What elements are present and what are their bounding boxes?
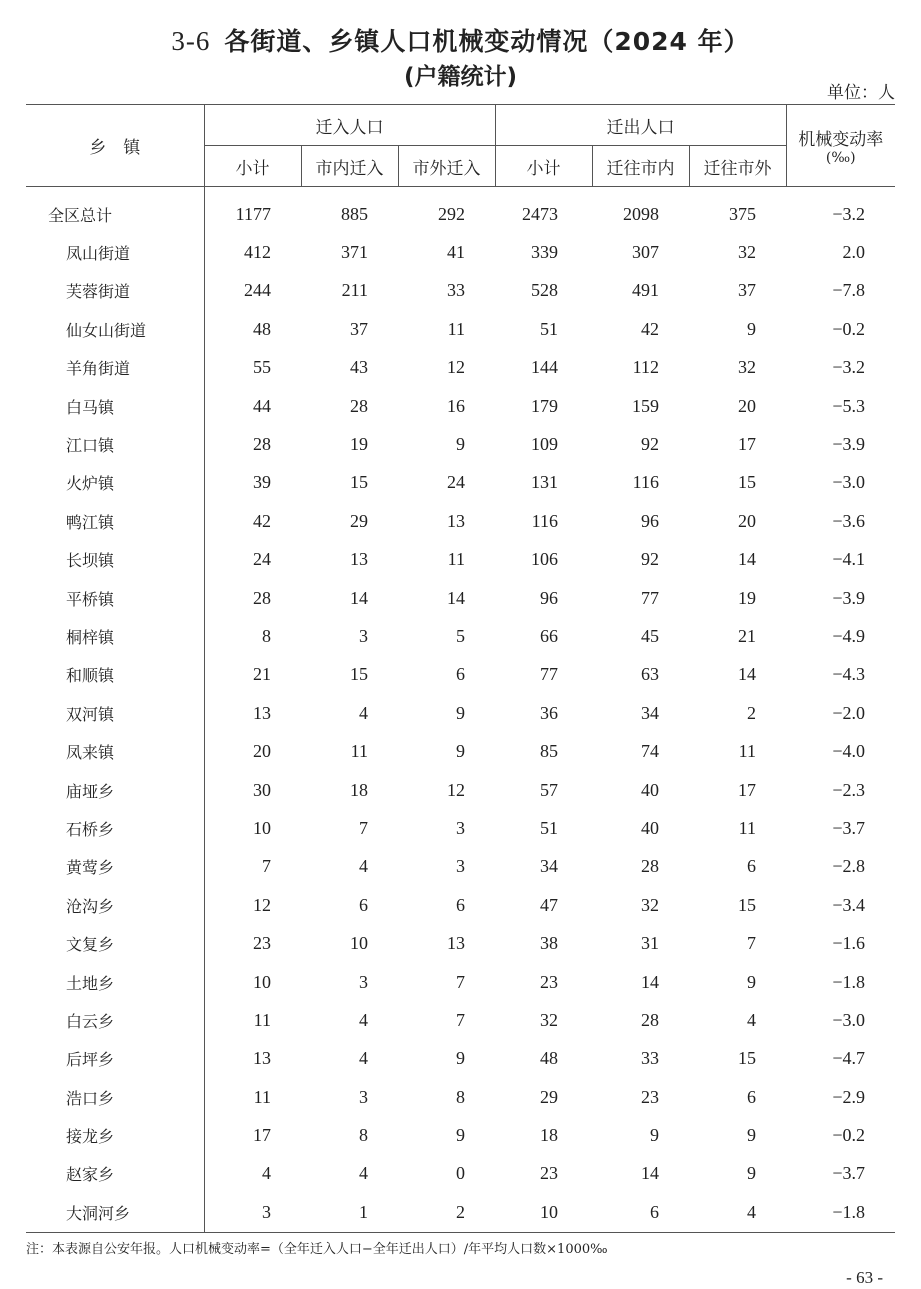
rate-cell: −3.9 <box>832 434 865 455</box>
in-subtotal-cell: 11 <box>253 1086 271 1107</box>
in-city-cell: 19 <box>350 434 368 455</box>
town-name-cell: 鸭江镇 <box>26 502 204 540</box>
out-city-cell: 31 <box>641 933 659 954</box>
rate-cell: −3.6 <box>832 510 865 531</box>
header-in-outside: 市外迁入 <box>398 146 495 187</box>
in-outside-cell: 7 <box>456 1009 465 1030</box>
in-city-cell: 3 <box>359 625 368 646</box>
town-name-cell: 接龙乡 <box>26 1116 204 1154</box>
in-city-cell: 7 <box>359 817 368 838</box>
town-name-cell: 桐梓镇 <box>26 617 204 655</box>
table-row <box>26 617 895 655</box>
in-outside-cell: 9 <box>456 741 465 762</box>
rate-cell: −3.0 <box>832 1009 865 1030</box>
out-subtotal-cell: 32 <box>540 1009 558 1030</box>
rate-cell: −1.8 <box>832 971 865 992</box>
table-row <box>26 387 895 425</box>
rate-cell: −4.9 <box>832 625 865 646</box>
out-city-cell: 74 <box>641 741 659 762</box>
in-outside-cell: 33 <box>447 280 465 301</box>
in-subtotal-cell: 28 <box>253 434 271 455</box>
town-name-cell: 芙蓉街道 <box>26 272 204 310</box>
in-subtotal-cell: 20 <box>253 741 271 762</box>
in-outside-cell: 9 <box>456 1125 465 1146</box>
in-subtotal-cell: 30 <box>253 779 271 800</box>
out-city-cell: 34 <box>641 702 659 723</box>
table-row <box>26 1155 895 1193</box>
in-outside-cell: 9 <box>456 702 465 723</box>
out-outside-cell: 19 <box>738 587 756 608</box>
out-outside-cell: 4 <box>747 1009 756 1030</box>
table-row <box>26 848 895 886</box>
out-subtotal-cell: 34 <box>540 856 558 877</box>
out-city-cell: 491 <box>632 280 659 301</box>
rate-cell: −1.6 <box>832 933 865 954</box>
in-outside-cell: 11 <box>447 318 465 339</box>
out-subtotal-cell: 36 <box>540 702 558 723</box>
out-outside-cell: 9 <box>747 1163 756 1184</box>
out-outside-cell: 7 <box>747 933 756 954</box>
in-outside-cell: 2 <box>398 1193 495 1232</box>
header-town: 乡 镇 <box>26 105 204 187</box>
in-subtotal-cell: 17 <box>253 1125 271 1146</box>
in-subtotal-cell: 21 <box>253 664 271 685</box>
town-name-cell: 仙女山街道 <box>26 310 204 348</box>
out-outside-cell: 6 <box>747 1086 756 1107</box>
in-subtotal-cell: 39 <box>253 472 271 493</box>
in-subtotal-cell: 23 <box>253 933 271 954</box>
table-row <box>26 502 895 540</box>
table-number: 3-6 <box>171 26 211 56</box>
table-row <box>26 694 895 732</box>
migration-table <box>26 104 895 1233</box>
header-in-subtotal: 小计 <box>204 146 301 187</box>
out-outside-cell: 375 <box>729 203 756 224</box>
table-row <box>26 732 895 770</box>
in-subtotal-cell: 3 <box>204 1193 301 1232</box>
out-subtotal-cell: 10 <box>495 1193 592 1232</box>
out-outside-cell: 2 <box>747 702 756 723</box>
out-city-cell: 40 <box>641 779 659 800</box>
out-city-cell: 63 <box>641 664 659 685</box>
in-outside-cell: 8 <box>456 1086 465 1107</box>
in-city-cell: 3 <box>359 1086 368 1107</box>
rate-cell: −3.2 <box>832 203 865 224</box>
out-subtotal-cell: 51 <box>540 318 558 339</box>
table-row <box>26 464 895 502</box>
table-row <box>26 1116 895 1154</box>
out-subtotal-cell: 528 <box>531 280 558 301</box>
out-city-cell: 40 <box>641 817 659 838</box>
out-subtotal-cell: 51 <box>540 817 558 838</box>
in-city-cell: 37 <box>350 318 368 339</box>
town-name-cell: 和顺镇 <box>26 656 204 694</box>
table-row <box>26 310 895 348</box>
out-outside-cell: 15 <box>738 894 756 915</box>
in-outside-cell: 6 <box>456 894 465 915</box>
header-rate-unit: (‰) <box>825 150 856 166</box>
town-name-cell: 凤来镇 <box>26 732 204 770</box>
in-subtotal-cell: 28 <box>253 587 271 608</box>
table-row <box>26 272 895 310</box>
table-row <box>26 425 895 463</box>
out-subtotal-cell: 179 <box>531 395 558 416</box>
in-city-cell: 4 <box>359 1009 368 1030</box>
town-name-cell: 土地乡 <box>26 963 204 1001</box>
in-city-cell: 28 <box>350 395 368 416</box>
rate-cell: −4.0 <box>832 741 865 762</box>
table-row <box>26 1001 895 1039</box>
town-name-cell: 文复乡 <box>26 924 204 962</box>
in-subtotal-cell: 12 <box>253 894 271 915</box>
out-city-cell: 45 <box>641 625 659 646</box>
out-outside-cell: 4 <box>689 1193 786 1232</box>
out-subtotal-cell: 144 <box>531 357 558 378</box>
rate-cell: −4.3 <box>832 664 865 685</box>
out-city-cell: 9 <box>650 1125 659 1146</box>
in-city-cell: 15 <box>350 664 368 685</box>
table-row <box>26 1040 895 1078</box>
out-city-cell: 33 <box>641 1048 659 1069</box>
in-outside-cell: 9 <box>456 1048 465 1069</box>
rate-cell: −3.2 <box>832 357 865 378</box>
in-subtotal-cell: 11 <box>253 1009 271 1030</box>
out-outside-cell: 20 <box>738 395 756 416</box>
header-out-outside: 迁往市外 <box>689 146 786 187</box>
out-subtotal-cell: 48 <box>540 1048 558 1069</box>
unit-label: 单位：人 <box>827 83 895 103</box>
town-name-cell: 黄莺乡 <box>26 848 204 886</box>
in-city-cell: 211 <box>341 280 368 301</box>
rate-cell: 2.0 <box>842 242 865 263</box>
out-outside-cell: 9 <box>747 1125 756 1146</box>
out-city-cell: 96 <box>641 510 659 531</box>
out-city-cell: 307 <box>632 242 659 263</box>
rate-cell: −2.8 <box>832 856 865 877</box>
out-subtotal-cell: 18 <box>540 1125 558 1146</box>
in-outside-cell: 12 <box>447 357 465 378</box>
in-subtotal-cell: 10 <box>253 817 271 838</box>
in-subtotal-cell: 24 <box>253 549 271 570</box>
rate-cell: −3.9 <box>832 587 865 608</box>
out-subtotal-cell: 23 <box>540 971 558 992</box>
table-row <box>26 233 895 271</box>
out-subtotal-cell: 96 <box>540 587 558 608</box>
out-city-cell: 32 <box>641 894 659 915</box>
in-outside-cell: 13 <box>447 510 465 531</box>
town-name-cell: 沧沟乡 <box>26 886 204 924</box>
table-body <box>26 187 895 1233</box>
page-number: - 63 - <box>846 1268 883 1287</box>
in-subtotal-cell: 1177 <box>235 203 271 224</box>
in-outside-cell: 41 <box>447 242 465 263</box>
out-outside-cell: 9 <box>747 318 756 339</box>
in-city-cell: 4 <box>359 702 368 723</box>
out-outside-cell: 21 <box>738 625 756 646</box>
table-subtitle: (户籍统计) <box>403 64 518 90</box>
in-subtotal-cell: 13 <box>253 702 271 723</box>
header-in-group: 迁入人口 <box>204 105 495 146</box>
out-city-cell: 23 <box>641 1086 659 1107</box>
header-rate-label: 机械变动率 <box>798 130 884 150</box>
in-city-cell: 8 <box>359 1125 368 1146</box>
out-outside-cell: 17 <box>738 779 756 800</box>
in-city-cell: 885 <box>341 203 368 224</box>
in-city-cell: 3 <box>359 971 368 992</box>
in-city-cell: 13 <box>350 549 368 570</box>
town-name-cell: 浩口乡 <box>26 1078 204 1116</box>
in-city-cell: 43 <box>350 357 368 378</box>
town-name-cell: 火炉镇 <box>26 464 204 502</box>
out-outside-cell: 9 <box>747 971 756 992</box>
rate-cell: −2.3 <box>832 779 865 800</box>
town-name-cell: 庙垭乡 <box>26 771 204 809</box>
out-city-cell: 28 <box>641 856 659 877</box>
out-outside-cell: 6 <box>747 856 756 877</box>
in-city-cell: 1 <box>301 1193 398 1232</box>
table-row <box>26 1193 895 1232</box>
in-city-cell: 18 <box>350 779 368 800</box>
out-subtotal-cell: 57 <box>540 779 558 800</box>
out-city-cell: 2098 <box>623 203 659 224</box>
in-city-cell: 4 <box>359 1163 368 1184</box>
in-subtotal-cell: 8 <box>262 625 271 646</box>
out-subtotal-cell: 339 <box>531 242 558 263</box>
out-outside-cell: 15 <box>738 472 756 493</box>
table-row <box>26 924 895 962</box>
in-outside-cell: 9 <box>456 434 465 455</box>
in-outside-cell: 14 <box>447 587 465 608</box>
out-city-cell: 116 <box>632 472 659 493</box>
in-subtotal-cell: 42 <box>253 510 271 531</box>
in-city-cell: 29 <box>350 510 368 531</box>
town-name-cell: 大洞河乡 <box>26 1193 204 1232</box>
in-outside-cell: 3 <box>456 817 465 838</box>
town-name-cell: 后坪乡 <box>26 1040 204 1078</box>
out-subtotal-cell: 131 <box>531 472 558 493</box>
out-city-cell: 6 <box>592 1193 689 1232</box>
out-outside-cell: 32 <box>738 357 756 378</box>
out-subtotal-cell: 47 <box>540 894 558 915</box>
table-row <box>26 886 895 924</box>
in-subtotal-cell: 44 <box>253 395 271 416</box>
in-subtotal-cell: 244 <box>244 280 271 301</box>
out-subtotal-cell: 23 <box>540 1163 558 1184</box>
rate-cell: −2.0 <box>832 702 865 723</box>
out-subtotal-cell: 66 <box>540 625 558 646</box>
town-name-cell: 双河镇 <box>26 694 204 732</box>
in-city-cell: 14 <box>350 587 368 608</box>
town-name-cell: 白马镇 <box>26 387 204 425</box>
rate-cell: −3.4 <box>832 894 865 915</box>
in-subtotal-cell: 7 <box>262 856 271 877</box>
out-subtotal-cell: 116 <box>531 510 558 531</box>
out-city-cell: 14 <box>641 971 659 992</box>
header-out-group: 迁出人口 <box>495 105 786 146</box>
out-outside-cell: 15 <box>738 1048 756 1069</box>
in-outside-cell: 24 <box>447 472 465 493</box>
table-row <box>26 771 895 809</box>
rate-cell: −5.3 <box>832 395 865 416</box>
out-city-cell: 28 <box>641 1009 659 1030</box>
out-subtotal-cell: 85 <box>540 741 558 762</box>
out-outside-cell: 14 <box>738 549 756 570</box>
in-subtotal-cell: 4 <box>262 1163 271 1184</box>
in-outside-cell: 292 <box>438 203 465 224</box>
header-in-city: 市内迁入 <box>301 146 398 187</box>
table-row <box>26 656 895 694</box>
header-out-subtotal: 小计 <box>495 146 592 187</box>
rate-cell: −0.2 <box>832 1125 865 1146</box>
in-city-cell: 371 <box>341 242 368 263</box>
in-outside-cell: 16 <box>447 395 465 416</box>
table-row <box>26 1078 895 1116</box>
town-name-cell: 江口镇 <box>26 425 204 463</box>
in-outside-cell: 6 <box>456 664 465 685</box>
out-subtotal-cell: 29 <box>540 1086 558 1107</box>
table-row <box>26 579 895 617</box>
rate-cell: −7.8 <box>832 280 865 301</box>
in-outside-cell: 3 <box>456 856 465 877</box>
out-outside-cell: 37 <box>738 280 756 301</box>
in-subtotal-cell: 412 <box>244 242 271 263</box>
rate-cell: −3.0 <box>832 472 865 493</box>
out-city-cell: 77 <box>641 587 659 608</box>
out-subtotal-cell: 109 <box>531 434 558 455</box>
out-city-cell: 112 <box>632 357 659 378</box>
in-city-cell: 4 <box>359 856 368 877</box>
out-outside-cell: 14 <box>738 664 756 685</box>
rate-cell: −2.9 <box>832 1086 865 1107</box>
out-outside-cell: 32 <box>738 242 756 263</box>
out-city-cell: 92 <box>641 549 659 570</box>
header-rate <box>786 105 895 187</box>
rate-cell: −0.2 <box>832 318 865 339</box>
table-row <box>26 809 895 847</box>
total-row <box>26 187 895 234</box>
rate-cell: −3.7 <box>832 817 865 838</box>
table-title-text: 各街道、乡镇人口机械变动情况（2024 年） <box>224 27 750 56</box>
town-name-cell: 羊角街道 <box>26 349 204 387</box>
town-name-cell: 凤山街道 <box>26 233 204 271</box>
out-city-cell: 159 <box>632 395 659 416</box>
in-outside-cell: 11 <box>447 549 465 570</box>
rate-cell: −1.8 <box>786 1193 895 1232</box>
header-out-city: 迁往市内 <box>592 146 689 187</box>
table-row <box>26 963 895 1001</box>
in-subtotal-cell: 10 <box>253 971 271 992</box>
out-subtotal-cell: 38 <box>540 933 558 954</box>
in-city-cell: 6 <box>359 894 368 915</box>
table-title <box>0 22 921 58</box>
rate-cell: −4.7 <box>832 1048 865 1069</box>
out-subtotal-cell: 2473 <box>522 203 558 224</box>
in-subtotal-cell: 55 <box>253 357 271 378</box>
in-outside-cell: 12 <box>447 779 465 800</box>
out-subtotal-cell: 106 <box>531 549 558 570</box>
rate-cell: −3.7 <box>832 1163 865 1184</box>
town-name-cell: 赵家乡 <box>26 1155 204 1193</box>
out-city-cell: 42 <box>641 318 659 339</box>
in-city-cell: 11 <box>350 741 368 762</box>
out-subtotal-cell: 77 <box>540 664 558 685</box>
footnote: 注：本表源自公安年报。人口机械变动率=（全年迁入人口−全年迁出人口）/年平均人口数×1000‰ <box>26 1242 608 1257</box>
out-outside-cell: 20 <box>738 510 756 531</box>
town-name-cell: 白云乡 <box>26 1001 204 1039</box>
in-city-cell: 4 <box>359 1048 368 1069</box>
town-name-cell: 长坝镇 <box>26 541 204 579</box>
town-name-cell: 平桥镇 <box>26 579 204 617</box>
town-name-cell: 全区总计 <box>26 187 204 234</box>
in-outside-cell: 5 <box>456 625 465 646</box>
town-name-cell: 石桥乡 <box>26 809 204 847</box>
out-city-cell: 14 <box>641 1163 659 1184</box>
out-outside-cell: 11 <box>738 741 756 762</box>
table-row <box>26 541 895 579</box>
in-subtotal-cell: 48 <box>253 318 271 339</box>
out-city-cell: 92 <box>641 434 659 455</box>
table-row <box>26 349 895 387</box>
rate-cell: −4.1 <box>832 549 865 570</box>
in-outside-cell: 0 <box>456 1163 465 1184</box>
in-city-cell: 10 <box>350 933 368 954</box>
in-outside-cell: 13 <box>447 933 465 954</box>
out-outside-cell: 11 <box>738 817 756 838</box>
out-outside-cell: 17 <box>738 434 756 455</box>
in-city-cell: 15 <box>350 472 368 493</box>
in-subtotal-cell: 13 <box>253 1048 271 1069</box>
in-outside-cell: 7 <box>456 971 465 992</box>
